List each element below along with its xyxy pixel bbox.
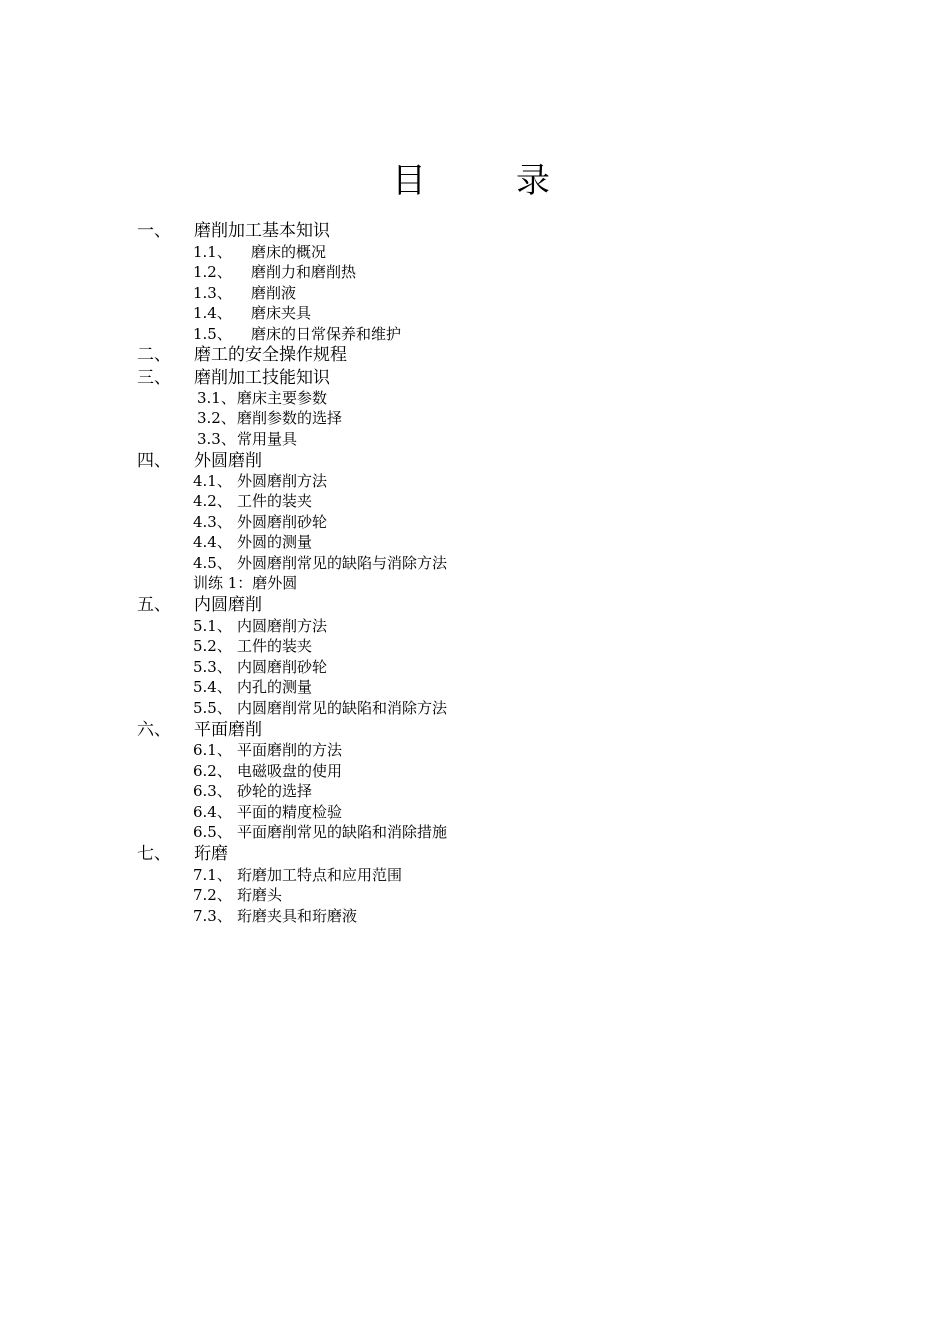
toc-entry-3-1 xyxy=(197,388,327,408)
page-title: 目 录 xyxy=(392,161,578,201)
toc-entry-6-3 xyxy=(193,781,312,801)
toc-number: 6.3、 xyxy=(193,782,232,800)
toc-text: 训练 1：磨外圆 xyxy=(193,574,298,592)
toc-number: 4.5、 xyxy=(193,554,232,572)
toc-number: 5.5、 xyxy=(193,699,232,717)
toc-text: 外圆的测量 xyxy=(237,533,313,551)
toc-entry-chapter-3 xyxy=(137,367,330,389)
toc-text: 外圆磨削砂轮 xyxy=(237,513,328,531)
toc-text: 磨床的概况 xyxy=(251,243,327,261)
toc-number: 4.1、 xyxy=(193,472,232,490)
toc-number: 7.1、 xyxy=(193,866,232,884)
toc-entry-7-1 xyxy=(193,865,402,885)
toc-text: 珩磨头 xyxy=(237,886,283,904)
toc-entry-chapter-6 xyxy=(137,719,262,741)
toc-entry-1-5 xyxy=(193,324,401,344)
toc-entry-training-1 xyxy=(193,573,297,593)
toc-entry-4-4 xyxy=(193,532,312,552)
toc-number: 三、 xyxy=(137,368,171,388)
toc-entry-6-1 xyxy=(193,740,342,760)
toc-text: 平面的精度检验 xyxy=(237,803,343,821)
toc-entry-chapter-7 xyxy=(137,843,228,865)
toc-number: 二、 xyxy=(137,345,171,365)
toc-entry-4-2 xyxy=(193,491,312,511)
toc-number: 7.3、 xyxy=(193,907,232,925)
toc-number: 1.1、 xyxy=(193,243,232,261)
toc-entry-5-2 xyxy=(193,636,312,656)
toc-text: 外圆磨削常见的缺陷与消除方法 xyxy=(237,554,448,572)
toc-text: 砂轮的选择 xyxy=(237,782,313,800)
toc-text: 磨床主要参数 xyxy=(237,389,328,407)
toc-entry-5-5 xyxy=(193,698,447,718)
toc-number: 5.1、 xyxy=(193,617,232,635)
toc-text: 内孔的测量 xyxy=(237,678,313,696)
toc-number: 3.3、 xyxy=(197,430,236,448)
toc-text: 外圆磨削 xyxy=(194,451,262,471)
toc-text: 内圆磨削常见的缺陷和消除方法 xyxy=(237,699,448,717)
toc-number: 5.2、 xyxy=(193,637,232,655)
toc-number: 七、 xyxy=(137,844,171,864)
toc-entry-1-2 xyxy=(193,262,356,282)
toc-number: 4.3、 xyxy=(193,513,232,531)
toc-entry-4-3 xyxy=(193,512,327,532)
toc-text: 磨床夹具 xyxy=(251,304,312,322)
toc-entry-1-1 xyxy=(193,242,326,262)
toc-text: 内圆磨削砂轮 xyxy=(237,658,328,676)
toc-number: 5.4、 xyxy=(193,678,232,696)
toc-entry-7-3 xyxy=(193,906,357,926)
toc-text: 工件的装夹 xyxy=(237,637,313,655)
toc-entry-4-1 xyxy=(193,471,327,491)
toc-entry-3-3 xyxy=(197,429,297,449)
toc-number: 1.5、 xyxy=(193,325,232,343)
toc-entry-7-2 xyxy=(193,885,282,905)
toc-number: 4.2、 xyxy=(193,492,232,510)
toc-number: 6.1、 xyxy=(193,741,232,759)
toc-entry-6-5 xyxy=(193,822,447,842)
toc-number: 四、 xyxy=(137,451,171,471)
toc-entry-6-2 xyxy=(193,761,342,781)
toc-text: 平面磨削常见的缺陷和消除措施 xyxy=(237,823,448,841)
toc-text: 磨削加工技能知识 xyxy=(194,368,330,388)
toc-entry-chapter-1 xyxy=(137,220,330,242)
toc-number: 3.2、 xyxy=(197,409,236,427)
toc-entry-chapter-4 xyxy=(137,450,262,472)
toc-entry-1-4 xyxy=(193,303,311,323)
toc-number: 3.1、 xyxy=(197,389,236,407)
toc-entry-5-3 xyxy=(193,657,327,677)
toc-text: 磨削力和磨削热 xyxy=(251,263,357,281)
toc-text: 常用量具 xyxy=(237,430,298,448)
toc-number: 6.2、 xyxy=(193,762,232,780)
toc-text: 磨削加工基本知识 xyxy=(194,221,330,241)
toc-entry-6-4 xyxy=(193,802,342,822)
toc-text: 外圆磨削方法 xyxy=(237,472,328,490)
toc-entry-3-2 xyxy=(197,408,342,428)
toc-text: 电磁吸盘的使用 xyxy=(237,762,343,780)
toc-text: 平面磨削的方法 xyxy=(237,741,343,759)
toc-entry-5-1 xyxy=(193,616,327,636)
toc-text: 磨削参数的选择 xyxy=(237,409,343,427)
toc-text: 工件的装夹 xyxy=(237,492,313,510)
toc-number: 5.3、 xyxy=(193,658,232,676)
toc-number: 六、 xyxy=(137,720,171,740)
toc-text: 珩磨 xyxy=(194,844,228,864)
toc-entry-chapter-5 xyxy=(137,594,262,616)
toc-number: 一、 xyxy=(137,221,171,241)
toc-entry-1-3 xyxy=(193,283,296,303)
toc-text: 平面磨削 xyxy=(194,720,262,740)
toc-number: 1.4、 xyxy=(193,304,232,322)
toc-number: 五、 xyxy=(137,595,171,615)
toc-text: 内圆磨削 xyxy=(194,595,262,615)
toc-entry-chapter-2 xyxy=(137,344,347,366)
toc-entry-4-5 xyxy=(193,553,447,573)
toc-entry-5-4 xyxy=(193,677,312,697)
toc-text: 磨床的日常保养和维护 xyxy=(251,325,402,343)
toc-number: 7.2、 xyxy=(193,886,232,904)
toc-number: 6.5、 xyxy=(193,823,232,841)
toc-text: 磨工的安全操作规程 xyxy=(194,345,347,365)
toc-number: 1.3、 xyxy=(193,284,232,302)
toc-text: 珩磨夹具和珩磨液 xyxy=(237,907,358,925)
toc-number: 1.2、 xyxy=(193,263,232,281)
toc-number: 6.4、 xyxy=(193,803,232,821)
toc-text: 珩磨加工特点和应用范围 xyxy=(237,866,403,884)
toc-text: 磨削液 xyxy=(251,284,297,302)
toc-text: 内圆磨削方法 xyxy=(237,617,328,635)
toc-number: 4.4、 xyxy=(193,533,232,551)
